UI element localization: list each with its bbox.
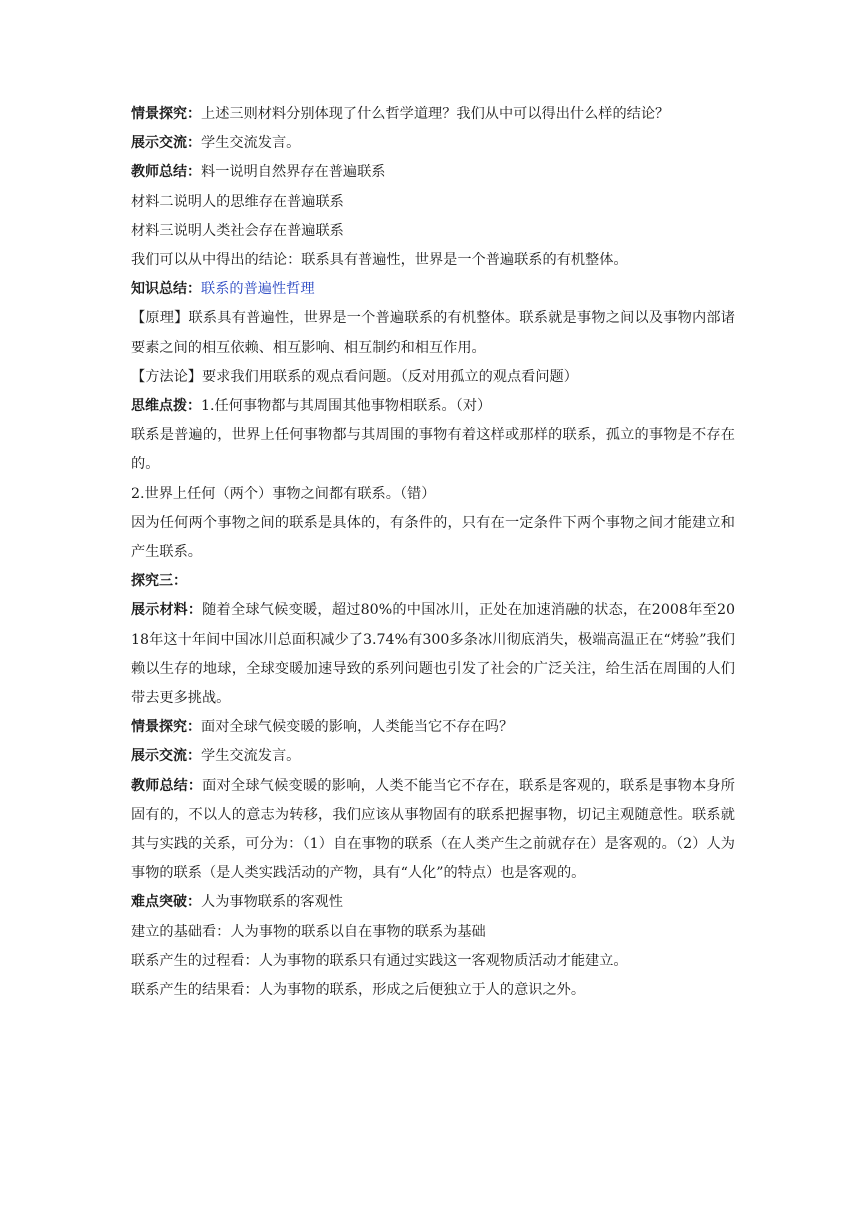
paragraph-scenario-inquiry-1	[131, 100, 735, 129]
paragraph-inquiry-three	[131, 567, 735, 596]
label-inquiry-three: 探究三：	[131, 573, 187, 590]
paragraph-text: 随着全球气候变暖，超过80%的中国冰川，正处在加速消融的状态，在2008年至2018年这十年间中国冰川总面积减少了3.74%有300多条冰川彻底消失，极端高温正在“烤验”我们赖以生存的地球，全球变暖加速导致的系列问题也引发了社会的广泛关注，给生活在周围的人们带去更多挑战。	[131, 602, 736, 707]
paragraph-statement-two	[131, 480, 735, 509]
paragraph-material-two	[131, 188, 735, 217]
paragraph-text: 因为任何两个事物之间的联系是具体的，有条件的，只有在一定条件下两个事物之间才能建立和产生联系。	[131, 514, 735, 561]
paragraph-material-three	[131, 217, 735, 246]
label-teacher-summary: 教师总结：	[131, 164, 201, 181]
paragraph-display-exchange-2	[131, 742, 735, 771]
label-knowledge-summary: 知识总结：	[131, 281, 201, 298]
paragraph-text: 我们可以从中得出的结论：联系具有普遍性，世界是一个普遍联系的有机整体。	[131, 252, 628, 269]
knowledge-summary-link[interactable]: 联系的普遍性哲理	[201, 281, 315, 298]
paragraph-process	[131, 947, 735, 976]
paragraph-text: 建立的基础看：人为事物的联系以自在事物的联系为基础	[131, 923, 486, 940]
paragraph-text: 学生交流发言。	[201, 135, 301, 152]
paragraph-text: 材料三说明人类社会存在普遍联系	[131, 222, 344, 239]
label-thinking-guide: 思维点拨：	[131, 398, 201, 415]
paragraph-text: 材料二说明人的思维存在普遍联系	[131, 193, 344, 210]
paragraph-text: 面对全球气候变暖的影响，人类能当它不存在吗？	[201, 719, 514, 736]
paragraph-conclusion	[131, 246, 735, 275]
paragraph-teacher-summary-1	[131, 158, 735, 187]
document-page	[131, 100, 735, 1005]
paragraph-text: 联系产生的过程看：人为事物的联系只有通过实践这一客观物质活动才能建立。	[131, 952, 628, 969]
paragraph-text: 联系产生的结果看：人为事物的联系，形成之后便独立于人的意识之外。	[131, 982, 586, 999]
paragraph-principle	[131, 304, 735, 362]
paragraph-text: 学生交流发言。	[201, 748, 301, 765]
label-display-exchange: 展示交流：	[131, 748, 201, 765]
label-difficulty-breakthrough: 难点突破：	[131, 894, 201, 911]
paragraph-text: 1.任何事物都与其周围其他事物相联系。（对）	[201, 398, 492, 415]
paragraph-display-material	[131, 596, 735, 713]
paragraph-text: 【方法论】要求我们用联系的观点看问题。（反对用孤立的观点看问题）	[131, 368, 578, 385]
paragraph-scenario-inquiry-2	[131, 713, 735, 742]
paragraph-text: 人为事物联系的客观性	[201, 894, 343, 911]
paragraph-text: 上述三则材料分别体现了什么哲学道理？我们从中可以得出什么样的结论？	[201, 106, 670, 122]
label-scenario-inquiry: 情景探究：	[131, 719, 201, 736]
paragraph-text: 2.世界上任何（两个）事物之间都有联系。（错）	[131, 485, 436, 502]
paragraph-methodology	[131, 363, 735, 392]
paragraph-conditional-explanation	[131, 509, 735, 567]
paragraph-text: 联系是普遍的，世界上任何事物都与其周围的事物有着这样或那样的联系，孤立的事物是不存在的。	[131, 427, 735, 473]
paragraph-text: 料一说明自然界存在普遍联系	[201, 164, 386, 181]
paragraph-thinking-guide	[131, 392, 735, 421]
paragraph-teacher-summary-2	[131, 772, 735, 889]
paragraph-knowledge-summary	[131, 275, 735, 304]
paragraph-universal-explanation	[131, 421, 735, 479]
paragraph-difficulty-breakthrough	[131, 888, 735, 917]
label-teacher-summary: 教师总结：	[131, 777, 203, 794]
paragraph-result	[131, 976, 735, 1005]
paragraph-text: 【原理】联系具有普遍性，世界是一个普遍联系的有机整体。联系就是事物之间以及事物内部诸要素之间的相互依赖、相互影响、相互制约和相互作用。	[131, 310, 735, 356]
label-display-exchange: 展示交流：	[131, 135, 201, 152]
paragraph-display-exchange-1	[131, 129, 735, 158]
paragraph-basis	[131, 918, 735, 947]
paragraph-text: 面对全球气候变暖的影响，人类不能当它不存在，联系是客观的，联系是事物本身所固有的，不以人的意志为转移，我们应该从事物固有的联系把握事物，切记主观随意性。联系就其与实践的关系，可分为：（1）自在事物的联系（在人类产生之前就存在）是客观的。（2）人为事物的联系（是人类实践活动的产物，具有“人化”的特点）也是客观的。	[131, 777, 735, 882]
label-display-material: 展示材料：	[131, 602, 203, 619]
label-scenario-inquiry: 情景探究：	[131, 106, 201, 122]
